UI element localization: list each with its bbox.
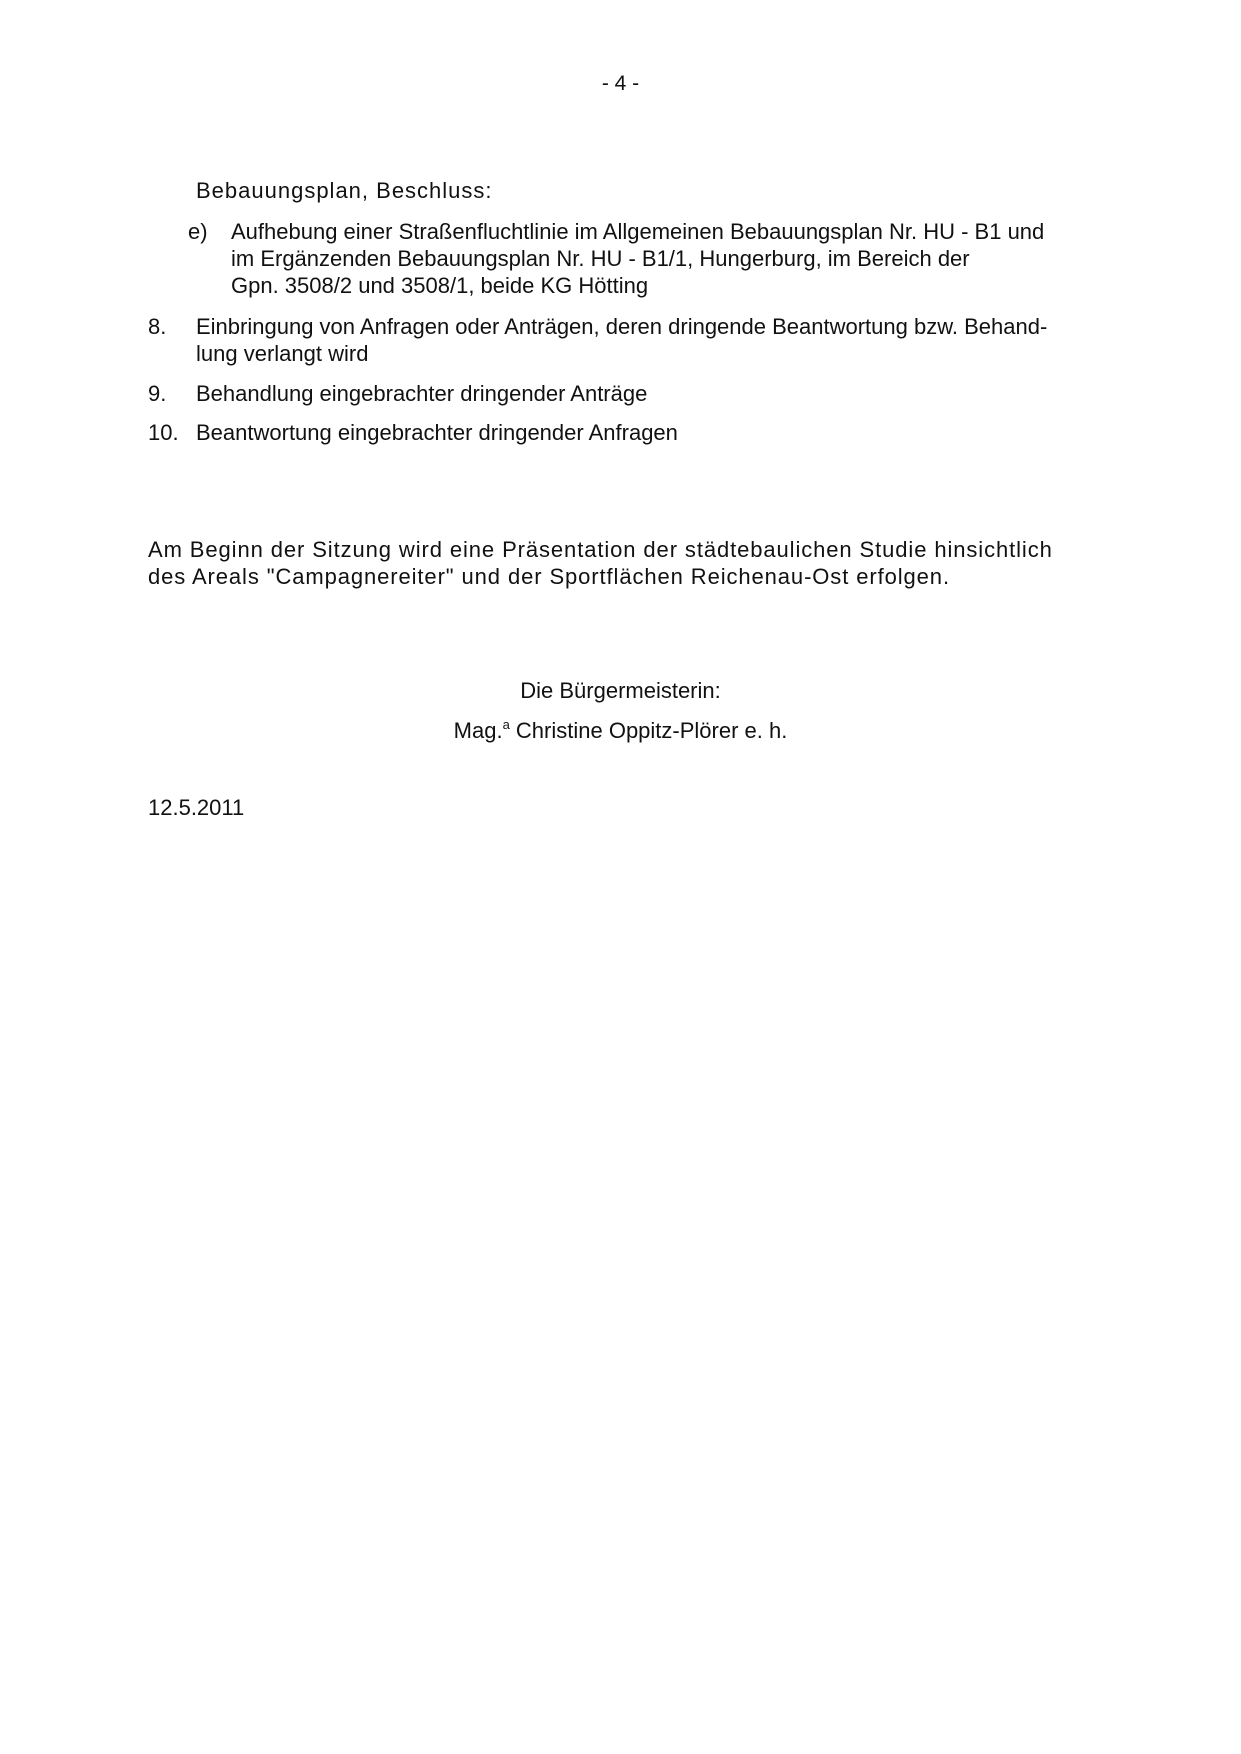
agenda-item-10 xyxy=(148,419,1108,446)
presentation-note xyxy=(148,536,1108,590)
presentation-note-line: des Areals "Campagnereiter" und der Sportflächen Reichenau-Ost erfolgen. xyxy=(148,564,950,589)
agenda-item-9 xyxy=(148,380,1108,407)
signature-name-prefix: Mag. xyxy=(453,718,503,743)
agenda-item-number: 10. xyxy=(148,420,179,445)
agenda-item-line: lung verlangt wird xyxy=(196,341,369,366)
sub-item-line: Aufhebung einer Straßenfluchtlinie im Allgemeinen Bebauungsplan Nr. HU - B1 und xyxy=(231,219,1045,244)
sub-item-line: Gpn. 3508/2 und 3508/1, beide KG Hötting xyxy=(231,273,649,298)
document-date: 12.5.2011 xyxy=(148,795,245,820)
signature-name xyxy=(0,718,1241,744)
presentation-note-line: Am Beginn der Sitzung wird eine Präsentation der städtebaulichen Studie hinsichtlich xyxy=(148,537,1053,562)
agenda-item-8 xyxy=(148,313,1108,367)
section-heading: Bebauungsplan, Beschluss: xyxy=(196,178,493,203)
agenda-item-number: 8. xyxy=(148,314,167,339)
page-number: - 4 - xyxy=(601,72,640,95)
sub-item-line: im Ergänzenden Bebauungsplan Nr. HU - B1/1, Hungerburg, im Bereich der xyxy=(231,246,970,271)
agenda-sub-item-e xyxy=(188,218,1088,299)
agenda-item-number: 9. xyxy=(148,381,167,406)
agenda-item-line: Behandlung eingebrachter dringender Anträge xyxy=(196,381,648,406)
signature-name-rest: Christine Oppitz-Plörer e. h. xyxy=(509,718,788,743)
signature-name-superscript: a xyxy=(502,717,510,732)
agenda-item-line: Beantwortung eingebrachter dringender Anfragen xyxy=(196,420,678,445)
agenda-item-line: Einbringung von Anfragen oder Anträgen, deren dringende Beantwortung bzw. Behand- xyxy=(196,314,1048,339)
sub-item-marker: e) xyxy=(188,219,208,244)
signature-title: Die Bürgermeisterin: xyxy=(520,678,721,703)
